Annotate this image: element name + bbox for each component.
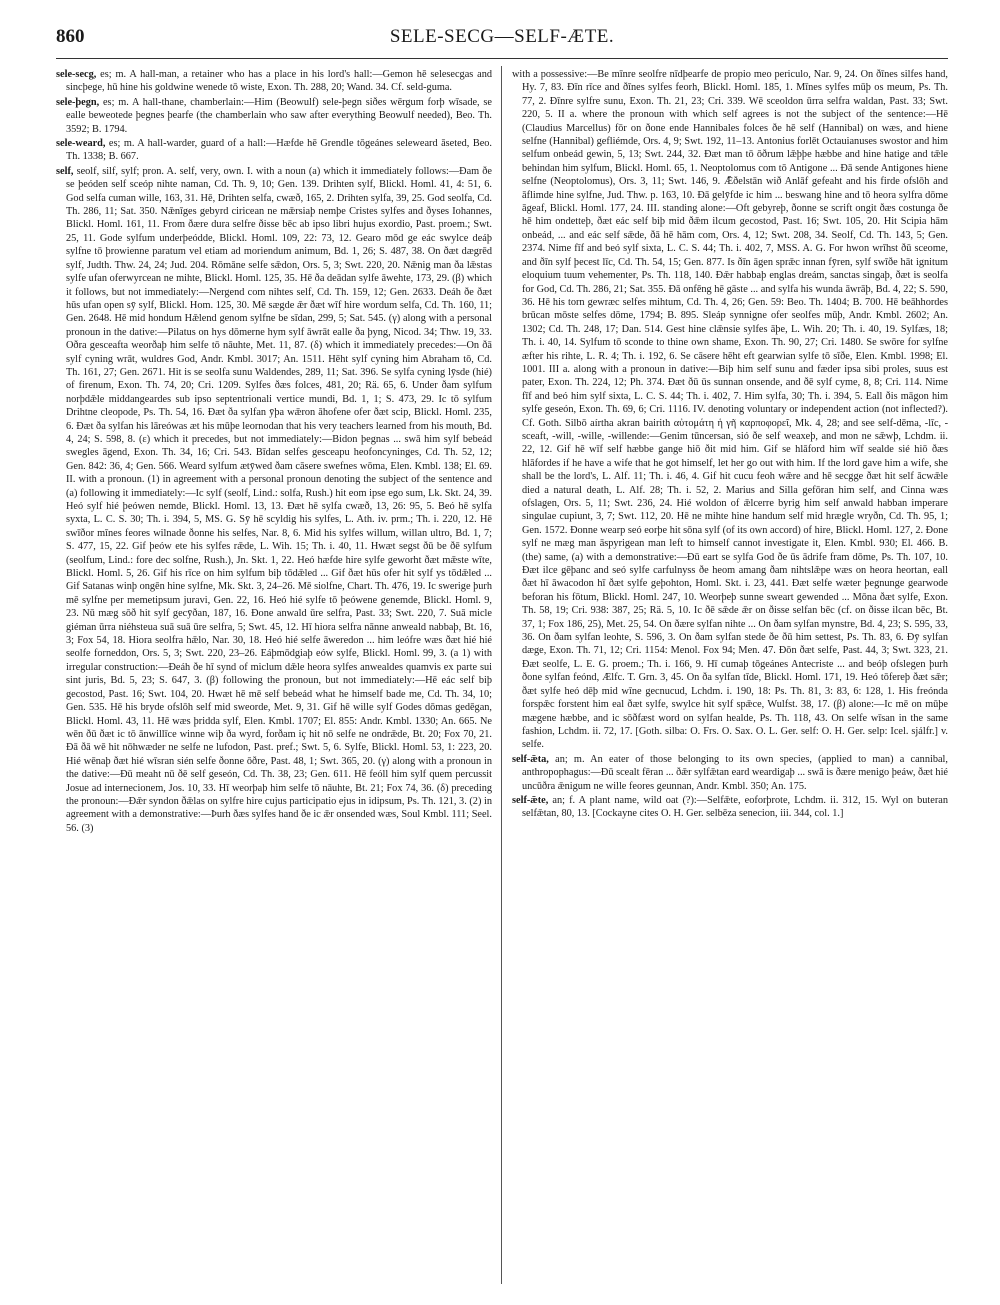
page-number: 860 [56, 26, 85, 47]
entry-text: an; f. A plant name, wild oat (?):—Selfǣte, eoforþrote, Lchdm. ii. 312, 15. Wyl on buteran selfǣtan, 80, 13. [Cockayne cites O. H. Ger. selbēza senecion, iii. 344, col. 1.] [522, 794, 948, 820]
dictionary-entry [56, 96, 492, 136]
header-rule [56, 58, 948, 59]
dictionary-entry [56, 165, 492, 835]
entry-headword: self, [56, 165, 74, 177]
entry-headword: sele-secg, [56, 69, 97, 80]
dictionary-entry [56, 137, 492, 164]
dictionary-entry [512, 753, 948, 793]
entry-headword: self-ǣte, [512, 794, 549, 806]
entry-text: es; m. A hall-man, a retainer who has a place in his lord's hall:—Gemon hē selesecgas and sincþege, hū hine his goldwine wenede tō wiste, Exon. Th. 288, 20; Wand. 34. Cf. seld-guma. [66, 69, 492, 94]
running-head: SELE-SECG—SELF-ÆTE. [389, 26, 615, 47]
entry-text: seolf, silf, sylf; pron. A. self, very, own. I. with a noun (a) which it immediately follows:—Ðam ðe se þeóden self sceóp nihte naman, Cd. Th. 9, 10; Gen. 139. Drihten sylf, Blickl. Homl. 41, 4: 51, 6. God selfa cuman wille, 163, 31. Hē, Drihten selfa, cwæð, 165, 2. Drihten sylfa, 39, 25. God seolfa, Cd. Th. 286, 11; Sat. 350. Nǣnīges gebyrd ciricean ne mǣrsiaþ nemþe Cristes sylfes and ðyses Iohannes, Blickl. Homl. 161, 11. From ðære dura selfre ðisse bēc ab ipso libri hujus exordio, Past. proem.; Swt. 25, 11. Gode sylfum underþeódde, Blickl. Homl. 109, 22: 73, 12. Gearo mōd ge eác swylce deáþ sylfne tō þrowienne paratum vel etiam ad moriendum animum, Bd. 1, 26; S. 487, 38. On ðæt dægrēd sylf, Judth. Thw. 24, 24; Jud. 204. Rōmāne selfe sǣdon, Ors. 5, 3; Swt. 220, 20. Nǣnig man ða lǣstas sylfe ufan oferwyrcean ne mihte, Blickl. Homl. 125, 35. Hē ða deādan sylfe āwehte, 173, 29. (β) which it follows, but not immediately:—Nergend com nihtes self, Cd. Th. 159, 12; Gen. 2633. Deáh ðe ðæt hūs ufan open sȳ sylf, Blickl. Hom. 125, 30. Mē sægde ǣr ðæt wīf hire wordum selfa, Cd. Th. 160, 11; Gen. 2648. Hē mid hondum Hǣlend genom sylfne be sīdan, 299, 5; Sat. 545. (γ) along with a personal pronoun in the dative:—Pilatus on hys dōmerne hym sylf āwrāt ealle ða þyng, Nicod. 34; Thw. 19, 33. Oðra gesceafta weorðaþ him selfe tō nāuhte, Met. 11, 87. (δ) which it immediately precedes:—On ðā sylf cyning wrāt, wuldres God, Andr. Kmbl. 3017; An. 1511. Hēht sylf cyning him Abraham tō, Cd. Th. 161, 27; Gen. 2671. Hit is se seolfa sunu Waldendes, 289, 11; Sat. 396. Se sylfa cyning lȳsde (hié) of firenum, Exon. Th. 74, 20; Cri. 1209. Sylfes ðæs folces, 481, 20; Rä. 65, 6. Under ðam sylfum norþdǣle middangeardes sub ipso septentrionali vertice mundi, Bd. 1, 1; S. 473, 29. Ic tō sylfum Drihtne cleopode, Ps. Th. 54, 16. Ðæt ða sylfan ȳþa wǣron āhofene ofer ðæt scip, Blickl. Homl. 235, 6. Ðæt ða sylfan his lāreówas æt his mūþe leornodan that his very teachers learned from his mouth, Bd. 4, 24; S. 598, 8. (ε) which it precedes, but not immediately:—Bidon þegnas ... swā him sylf bebeád swegles āgend, Exon. Th. 34, 16; Cri. 543. Bīdan selfes gesceapu heofoncyninges, Cd. Th. 52, 12; Gen. 842: 36, 4; Gen. 566. Weard sylfum ætȳwed ðam cāsere swefnes wōma, Elen. Kmbl. 138; El. 69. II. with a pronoun. (1) in agreement with a personal pronoun denoting the subject of the sentence and (a) following it immediately:—Ic sylf (seolf, Lind.: solfa, Rush.) hit eom ipse ego sum, Lk. Skt. 24, 39. Heó sylf hié þeówen nemde, Blickl. Homl. 13, 13. Ðæt hē sylfa cwæð, 13, 26: 95, 5. Beó hē sylfa syxta, L. C. S. 30; Th. i. 394, 5, MS. G. Sȳ hē scyldig his sylfes, L. Ath. iv. prm.; Th. i. 220, 12. Hē swīðor mīnes feores wilnade ðonne his selfes, Nar. 8, 6. Mid his sylfes willum, willan ultro, Bd. 1, 7; S. 477, 15, 22. Gif þeów ete his sylfes rǣde, L. Wih. 15; Th. i. 40, 11. Hwæt segst ðū be ðē sylfum (seolfum, Lind.: fore dec solfne, Rush.), Jn. Skt. 1, 22. Heó hæfde hire sylfe geworht ðæt mǣste wīte, Blickl. Homl. 5, 26. Gif his rīce on him sylfum biþ tōdǣled ... Gif ðæt hūs ofer hit sylf ys tōdǣled ... Gif Satanas winþ ongēn hine sylfne, Mk. Skt. 3, 24–26. Mē siolfne, Chart. Th. 476, 19. Ic swerige þurh mē sylfne per memetipsum juravi, Gen. 22, 16. Heó hié sylfe tō þeówene genemde, Blickl. Homl. 9, 23. Nū mæg sōð hit sylf gecȳðan, 187, 16. Ðone anwald ūre selfra, Past. 33; Swt. 220, 7. Suā micle giéman ūrra niéhsteua suā suā ūre selfra, 5; Swt. 45, 12. Hī hiora selfra nānne anweald nabbaþ, Bt. 16, 3; Fox 54, 18. Hiora seolfra hǣlo, Nar. 30, 18. Heó hié selfe āweredon ... him leófre wæs ðæt hié hié seolfe forneddon, Ors. 5, 3; Swt. 220, 23–26. Eáþmōdgiaþ eów sylfe, Blickl. Homl. 99, 3. (a 1) with irregular construction:—Ðeáh ðe hī synd of miclum dǣle heora sylfes anwealdes quamvis ex parte sui sint juris, Bd. 5, 23; S. 647, 3. (β) following the pronoun, but not immediately:—Hē eác self biþ gecostod, Past. 16; Swt. 104, 20. Hwæt hē mē self bebeád what he himself bade me, Cd. Th. 34, 10; Gen. 535. Hē his bryde ofslōh self mid sweorde, Met. 9, 31. Gif hē wille sylf Godes dōmas gedēgan, Blickl. Homl. 43, 11. Hē wæs þridda sylf, Elen. Kmbl. 1707; El. 855: Andr. Kmbl. 1330; An. 665. Ne wēn ðū ðæt ic tō ānwillīce winne wiþ ða wyrd, forðam iç hit nō selfe ne ondrǣde, Bt. 20; Fox 70, 21. Ðā ðā wē hit nōhwæder ne selfe ne lufodon, Past. pref.; Swt. 5, 6. Sylfe, Blickl. Homl. 53, 1: 223, 20. Hié wēnaþ ðæt hié wīsran sién selfe ðonne ōðre, Past. 48, 1; Swt. 365, 20. (γ) along with a pronoun in the dative:—Ðū meaht nū ðē self geseón, Cd. Th. 38, 23; Gen. 611. Hē feóll him sylf quem percussit Josue ad internecionem, Jos. 10, 33. Hī weorþaþ him selfe tō nāuhte, Bt. 21; Fox 74, 36. (δ) preceding the pronoun:—Ðǣr syndon ðǣlas on sylfre hire cujus participatio ejus in idipsum, Ps. Th. 121, 3. (2) in agreement with a demonstrative:—Þurh ðæs sylfes hand ðe ic ǣr onsended wæs, Soul Kmbl. 111; Seel. 56. (3) [66, 165, 492, 834]
entry-headword: sele-þegn, [56, 96, 100, 108]
page-header [56, 26, 948, 60]
entry-headword: sele-weard, [56, 138, 106, 150]
entry-text: with a possessive:—Be mīnre seolfre nīdþearfe de propio meo periculo, Nar. 9, 24. On ðīnes silfes hand, Hy. 7, 83. Ðīn rīce and ðīnes sylfes feorh, Blickl. Homl. 185, 1. Mīnes sylfes mūþ os meum, Ps. Th. 77, 2. Ðīnre sylfre sunu, Exon. Th. 21, 23; Cri. 339. Wē sceoldon ūrra selfra waldan, Past. 33; Swt. 220, 5. II a. where the pronoun with which self agrees is not the subject of the sentence:—Hē (Claudius Marcellus) fōr on ðone ende Hannibales folces ðe hē self (Hannibal) on wæs, and hiene selfne (Hannibal) gefliémde, Ors. 4, 9; Swt. 192, 11–13. Antonius forlēt Octauianuses swostor and him selfum onbeád gewin, 5, 13; Swt. 244, 32. Ðæt man tō ōðrum lǣþþe hæbbe and hine hatige and tǣle behindan him sylfum, Blickl. Homl. 65, 1. Neoptolomus com tō Antigone ... Ðā sende Antigones hiene selfne (Neoptolomus), Ors. 3, 11; Swt. 146, 9. Ǣðelstān wið Anlāf gefeaht and his firde ofslōh and āflimde hine sylfne, Jud. Thw. p. 163, 10. Ðā gelȳfde ic him ... beswang hine and tō heora sylfra dōme āgeaf, Blickl. Homl. 177, 24. III. standing alone:—Oft gebyreþ, ðonne se scrift ongit ðæs costunga ðe hē him ondetteþ, ðæt eác self biþ mid ðǣm ilcum gecostod, Past. 16; Swt. 105, 20. Hit Scipia hām onbeád, ... and eác self sǣde, ðā hē hām com, Ors. 4, 12; Swt. 208, 34. Seolf, Cd. Th. 143, 5; Gen. 2374. Nime fīf and beó sylf sixta, L. C. S. 44; Th. i. 402, 7, MSS. A. G. For hwon wrīhst ðū sceome, and ðīn sylf þecest līc, Cd. Th. 54, 15; Gen. 877. Is ðīn āgen sprǣc innan fȳren, sylf swīðe hāt ignitum eloquium tuum vehementer, Ps. Th. 118, 140. Ðǣr habbaþ englas dreám, sanctas singaþ, ðæt is seolfa for God, Cd. Th. 286, 21; Sat. 355. Ðā onfēng hē gāste ... and sylfa his wunda āwrāþ, Bd. 4, 22; S. 590, 36. Hē his torn gewræc selfes mihtum, Cd. Th. 4, 26; Gen. 59: Beo. Th. 1404; B. 700. Hē beāhhordes brūcan mōste selfes dōme, 1794; B. 895. Sleáp synnigne ofer seolfes mūþ, Andr. Kmbl. 2602; An. 1302; Cd. Th. 248, 17; Dan. 514. Gest hine clǣnsie sylfes āþe, L. Wih. 20; Th. i. 40, 19. Sylfæs, 18; Th. i. 40, 14. Sylfum tō sconde to thine own shame, Exon. Th. 90, 27; Cri. 1480. Se swōre for sylfne æfter his rihte, L. R. 4; Th. i. 192, 6. Se cāsere hēht eft gearwian sylfe tō sīðe, Elen. Kmbl. 1998; El. 1001. III a. along with a pronoun in dative:—Biþ him self sunu and fæder ipsa sibi proles, suus est pater, Exon. Th. 224, 12; Ph. 374. Ðæt ðū ūs sunnan onsende, and ðē sylf cyme, 8, 8; Cri. 114. Nime fīf and beó him sylf sixta, L. C. S. 44; Th. i. 402, 7. Him sylfa, 30; Th. i. 394, 5. Eall ðis māgon him sylfe geseón, Exon. Th. 69, 6; Cri. 1116. IV. denoting voluntary or independent action (not inflected?). Cf. Goth. Silbō aírtha akran bairith αὐτομάτη ἡ γῆ καρποφορεῖ, Mk. 4, 28; and see self-dēma, -līc, -sceaft, -will, -wille, -willende:—Genim tūncersan, sió ðe self weaxeþ, and mon ne sǣwþ, Lchdm. ii. 22, 12. Gif hē wīf self hæbbe gange hiō ðit mid him. Gif se hlāford him wīf sealde sié hiō ðæs hlāfordes if he have a wife that he got himself, let her go out with him. If the lord gave him a wife, she shall be the lord's, L. Alf. 11; Th. i. 46, 4. Gif hit cucu feoh wǣre and hē secgge ðæt hit self ācwǣle died a natural death, L. Alf. 28; Th. i. 52, 2. Marius and Silla gefōran him self, and Cinna wæs ofslagen, Ors. 5, 11; Swt. 236, 24. Hié woldon of ǣlcerre byrig him self anwald habban imperare singulae cupiunt, 3, 7; Swt. 112, 20. Hē ne mihte hine handum self mid hrægle wryðn, Cd. Th. 95, 1; Gen. 1572. Ðonne wearp seó eorþe hit sōna sylf (of its own accord) of hire, Blickl. Homl. 127, 2. Ðone sylf ne mæg man āspyrigean man left to himself cannot investigate it, Elen. Kmbl. 930; El. 466. B. (the) same, (a) with a demonstrative:—Ðū eart se sylfa God ðe ūs ādrife fram dōme, Ps. Th. 107, 10. Ðæt ilce gēþanc and seó sylfe carfulnyss ðe heom amang ðam nihtslǣpe wæs on heora heortan, eall ðæt hī āwacodon hī ðæt sylfe geþohton, Homl. Skt. i. 23, 441. Ðæt selfe wæter þegnunge gearwode beforan his fōtum, Blickl. Homl. 247, 10. Weorþeþ sunne sweart gewended ... Mōna ðæt sylfe, Exon. Th. 58, 19; Cri. 938: 387, 25; Rä. 5, 10. Ic ðē sǣde ǣr on ðisse selfan bēc (cf. on ðisse ilcan bēc, Bt. 37, 1; Fox 186, 25), Met. 25, 54. On ðære sylfan nihte ... On ðam sylfan mynstre, Bd. 4, 23; S. 595, 33, 36. On ðam sylfan leohte, S. 596, 3. On ðam sylfan stede ðe ðū him settest, Ps. Th. 83, 6. Ðȳ sylfan dæge, Exon. Th. 71, 12; Cri. 1154: Menol. Fox 94; Men. 47. Ðōn ðæt selfe, Past. 44, 3; Swt. 323, 21. Ðæt seolfe, L. E. G. proem.; Th. i. 166, 9. Hī cumaþ tōgeánes Antecriste ... and beóþ ofslegen þurh ðone sylfan feónd, Ælfc. T. Grn. 3, 45. On ða sylfan tīde, Blickl. Homl. 171, 19. Heó tōfereþ ðæt sǣr; ðæt sylfe heó dēþ mid wīne gecnucud, Lchdm. i. 190, 18: Ps. Th. 81, 3: 83, 6: 128, 1. His freónda forspǣc forstent him eal ðæt sylfe, swylce hit sylf spǣce, Wulfst. 38, 17. (β) alone:—Ic mē on mūþe mægene hæbbe, and ic sōðfæst word on sylfan healde, Ps. Th. 118, 43. On selfe wīsan in the same fashion, Lchdm. ii. 72, 17. [Goth. silba: O. Frs. O. Sax. O. L. Ger. self: O. H. Ger. selp: Icel. sjálfr.] v. selfe. [512, 69, 948, 751]
entry-text: es; m. A hall-thane, chamberlain:—Him (Beowulf) sele-þegn siðes wērgum forþ wīsade, se ealle beweotede þegnes þearfe (the chamberlain who saw after everything Beowulf needed), Beo. Th. 3592; B. 1794. [66, 96, 492, 135]
dictionary-entry [512, 794, 948, 821]
left-column [56, 68, 492, 1283]
dictionary-entry [512, 68, 948, 752]
dictionary-entry [56, 68, 492, 95]
entry-headword: self-ǣta, [512, 753, 549, 765]
entry-text: es; m. A hall-warder, guard of a hall:—Hæfde hē Grendle tōgeánes seleweard āseted, Beo. Th. 1338; B. 667. [66, 138, 492, 163]
right-column [512, 68, 948, 1283]
column-divider [501, 66, 502, 1284]
entry-text: an; m. An eater of those belonging to its own species, (applied to man) a cannibal, anthropophagus:—Ðū scealt fēran ... ðǣr sylfǣtan eard weardigaþ ... swā is ðære menigo þeáw, ðæt hié uncūðra ǣnigum ne wille feores geunnan, Andr. Kmbl. 350; An. 175. [522, 753, 948, 792]
